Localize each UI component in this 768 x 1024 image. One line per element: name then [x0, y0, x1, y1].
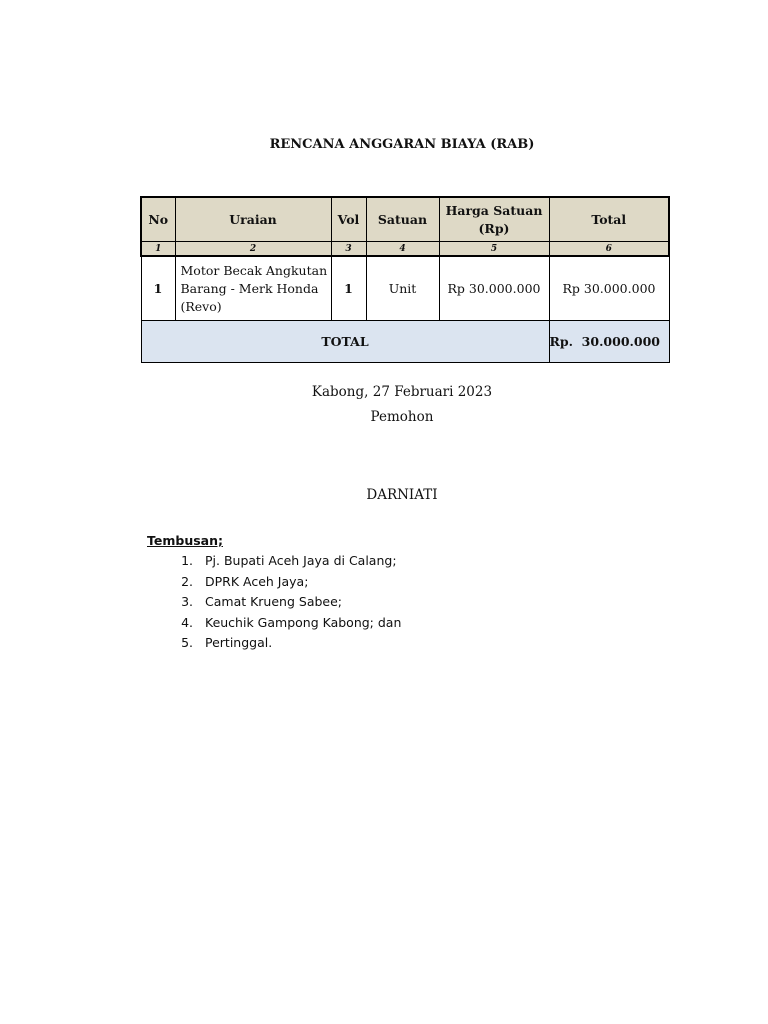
- column-number: 4: [366, 242, 439, 257]
- cc-text: Keuchik Gampong Kabong; dan: [205, 614, 402, 630]
- header-uraian: Uraian: [175, 197, 331, 242]
- cc-number: 2.: [181, 573, 193, 589]
- header-satuan: Satuan: [366, 197, 439, 242]
- cc-text: Pertinggal.: [205, 635, 273, 650]
- cell-uraian: Motor Becak Angkutan Barang - Merk Honda (Revo): [175, 256, 331, 321]
- list-item: [147, 551, 401, 572]
- list-item: [147, 613, 401, 634]
- header-harga-satuan: Harga Satuan (Rp): [439, 197, 549, 242]
- total-value: Rp. 30.000.000: [549, 321, 669, 363]
- column-number: 5: [439, 242, 549, 257]
- document-title: RENCANA ANGGARAN BIAYA (RAB): [269, 137, 535, 152]
- cell-no: 1: [141, 256, 175, 321]
- cell-harga-satuan: Rp 30.000.000: [439, 256, 549, 321]
- cc-text: Pj. Bupati Aceh Jaya di Calang;: [205, 553, 397, 568]
- list-item: [147, 592, 401, 613]
- table-row: [141, 256, 669, 321]
- cell-satuan: Unit: [366, 256, 439, 321]
- header-total: Total: [549, 197, 669, 242]
- cc-number: 4.: [181, 614, 193, 630]
- cc-number: 1.: [181, 553, 193, 568]
- total-row: [141, 321, 669, 363]
- list-item: [147, 633, 401, 654]
- list-item: [147, 572, 401, 593]
- cc-text: Camat Krueng Sabee;: [205, 594, 342, 609]
- applicant-role: Pemohon: [370, 409, 434, 425]
- column-number: 6: [549, 242, 669, 257]
- cc-heading: Tembusan;: [147, 533, 223, 548]
- place-date: Kabong, 27 Februari 2023: [311, 384, 493, 400]
- table-header-row: [141, 197, 669, 242]
- header-vol: Vol: [331, 197, 366, 242]
- column-number: 3: [331, 242, 366, 257]
- budget-table: [140, 196, 670, 363]
- cell-total: Rp 30.000.000: [549, 256, 669, 321]
- total-label: TOTAL: [141, 321, 549, 363]
- column-number: 2: [175, 242, 331, 257]
- cc-list: [147, 551, 401, 654]
- cc-number: 3.: [181, 594, 193, 609]
- header-no: No: [141, 197, 175, 242]
- cc-text: DPRK Aceh Jaya;: [205, 573, 309, 589]
- signatory-name: DARNIATI: [366, 487, 438, 503]
- column-number-row: [141, 242, 669, 257]
- column-number: 1: [141, 242, 175, 257]
- cell-vol: 1: [331, 256, 366, 321]
- cc-number: 5.: [181, 635, 193, 650]
